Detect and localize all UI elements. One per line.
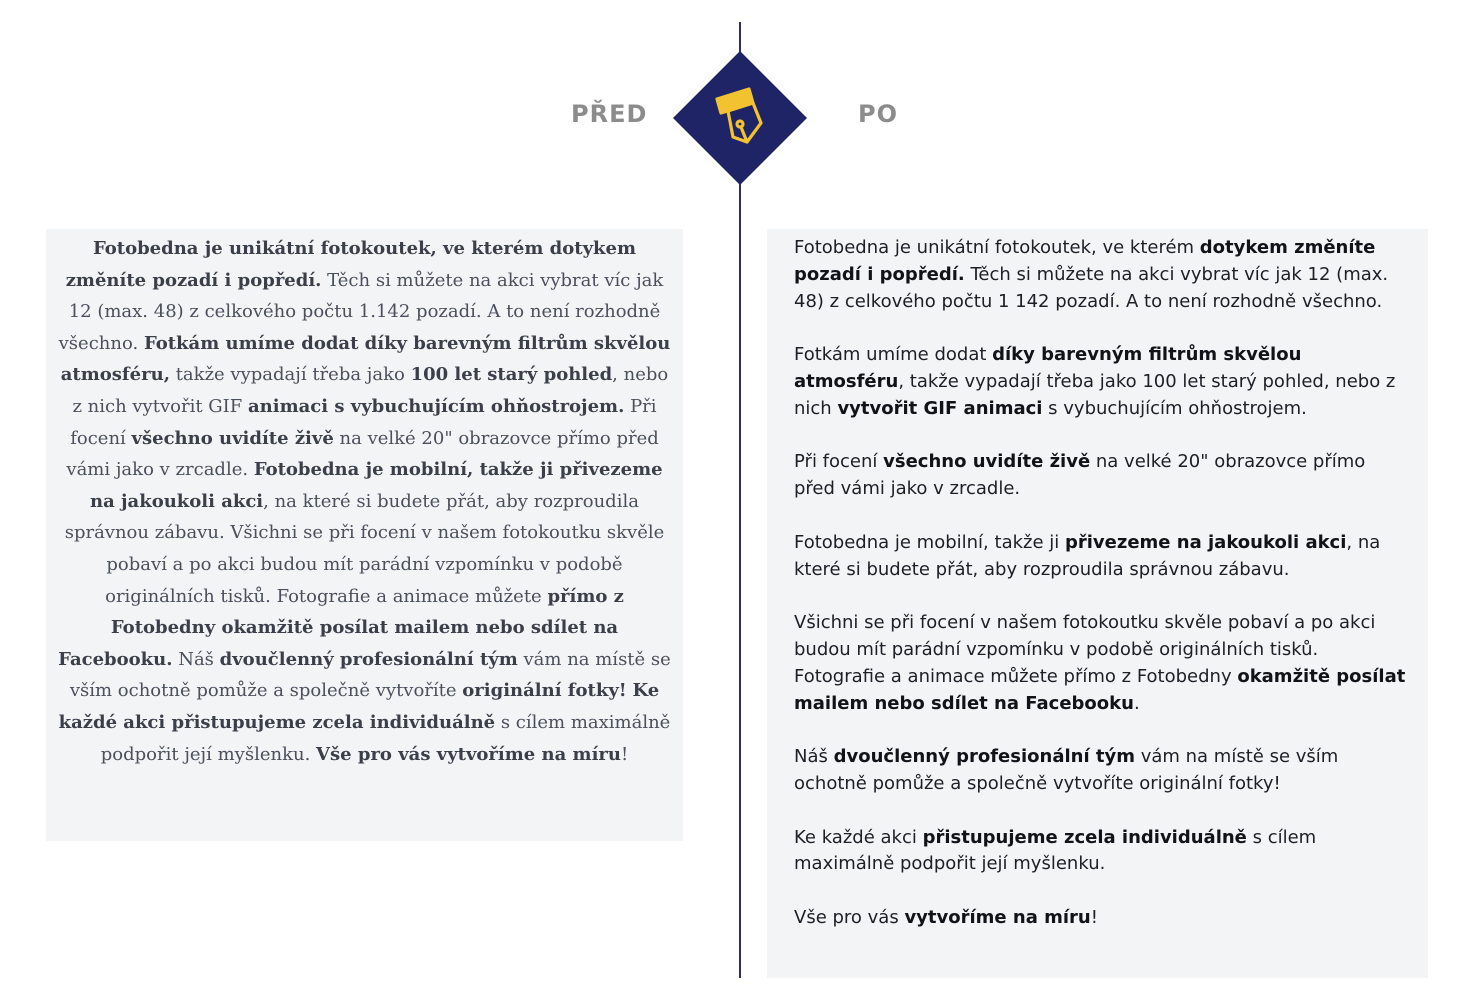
bold-text-segment: Fotkám umíme dodat díky barevným filtrům skvělou atmosféru, [60, 332, 671, 386]
after-paragraph [794, 235, 1408, 315]
diamond-badge [673, 51, 807, 185]
bold-text-segment: přistupujeme zcela individuálně [922, 826, 1247, 848]
bold-text-segment: dvoučlenný profesionální tým [833, 746, 1135, 768]
bold-text-segment: všechno uvidíte živě [883, 451, 1091, 473]
bold-text-segment: animaci s vybuchujícím ohňostrojem. [247, 395, 625, 417]
text-segment: Ke každé akci [794, 826, 923, 848]
bold-text-segment: vytvoříme na míru [904, 906, 1091, 928]
text-segment: Vše pro vás [794, 906, 905, 928]
after-paragraph [794, 610, 1408, 717]
text-segment: Při focení [794, 451, 884, 473]
text-segment: s cílem maximálně podpořit její myšlenku. [100, 711, 671, 765]
text-segment: Fotobedna je unikátní fotokoutek, ve kterém [794, 237, 1200, 258]
text-segment: , nebo z nich vytvořit GIF [72, 364, 669, 417]
text-segment: , takže vypadají třeba jako 100 let starý pohled, nebo z nich [794, 370, 1396, 419]
text-segment: s cílem maximálně podpořit její myšlenku. [794, 826, 1317, 875]
text-segment: ! [620, 743, 629, 765]
bold-text-segment: přivezeme na jakoukoli akci [1064, 531, 1347, 553]
before-text-panel [46, 229, 683, 841]
after-label: PO [858, 100, 898, 128]
bold-text-segment: přímo z Fotobedny okamžitě posílat mailem nebo sdílet na Facebooku. [58, 585, 624, 670]
after-paragraph [794, 342, 1408, 422]
text-segment: Při focení [70, 395, 657, 449]
after-paragraph [794, 449, 1408, 503]
text-segment: na velké 20" obrazovce přímo před vámi jako v zrcadle. [66, 427, 659, 481]
after-paragraph [794, 825, 1408, 879]
text-segment: Fotkám umíme dodat [794, 344, 993, 366]
bold-text-segment: dotykem změníte pozadí i popředí. [794, 237, 1376, 285]
after-paragraph [794, 905, 1408, 932]
after-text-panel [767, 229, 1428, 978]
bold-text-segment: díky barevným filtrům skvělou atmosféru [794, 344, 1302, 392]
after-paragraph [794, 530, 1408, 584]
text-segment: , na které si budete přát, aby rozproudila správnou zábavu. [794, 531, 1381, 580]
text-segment: vám na místě se vším ochotně pomůže a společně vytvoříte originální fotky! [794, 746, 1339, 794]
text-segment: s vybuchujícím ohňostrojem. [1042, 397, 1307, 419]
text-segment: na velké 20" obrazovce přímo před vámi jako v zrcadle. [794, 451, 1366, 500]
bold-text-segment: okamžitě posílat mailem nebo sdílet na Facebooku [794, 665, 1406, 714]
text-segment: Těch si můžete na akci vybrat víc jak 12 (max. 48) z celkového počtu 1.142 pozadí. A to není rozhodně všechno. [58, 269, 664, 354]
text-segment: Všichni se při focení v našem fotokoutku skvěle pobaví a po akci budou mít parádní vzpomínku v podobě originálních tisků. Fotografie a animace můžete přímo z Fotobedny [794, 612, 1376, 687]
text-segment: vám na místě se vším ochotně pomůže a společně vytvoříte [69, 648, 671, 702]
bold-text-segment: originální fotky! [462, 680, 627, 702]
bold-text-segment: Ke každé akci přistupujeme zcela individuálně [58, 680, 660, 733]
bold-text-segment: dvoučlenný profesionální tým [219, 648, 518, 670]
bold-text-segment: Vše pro vás vytvoříme na míru [316, 743, 621, 765]
text-segment: ! [1090, 906, 1098, 928]
text-segment: , na které si budete přát, aby rozproudila správnou zábavu. Všichni se při focení v našem fotokoutku skvěle pobaví a po akci budou mít parádní vzpomínku v podobě originálních tisků. Fotografie a animace můžete [64, 490, 665, 607]
text-segment: Fotobedna je mobilní, takže ji [794, 531, 1065, 553]
after-paragraph [794, 744, 1408, 798]
before-label: PŘED [571, 100, 648, 128]
fountain-pen-nib-icon [673, 51, 807, 185]
text-segment: . [1133, 692, 1140, 714]
text-segment: takže vypadají třeba jako [169, 364, 411, 386]
bold-text-segment: vytvořit GIF animaci [837, 397, 1043, 419]
bold-text-segment: Fotobedna je unikátní fotokoutek, ve kterém dotykem změníte pozadí i popředí. [65, 238, 637, 291]
bold-text-segment: všechno uvidíte živě [131, 427, 334, 449]
bold-text-segment: Fotobedna je mobilní, takže ji přivezeme na jakoukoli akci [90, 459, 663, 512]
text-segment: Náš [172, 648, 220, 670]
before-text [58, 233, 671, 770]
bold-text-segment: 100 let starý pohled [410, 364, 613, 386]
text-segment: Náš [794, 746, 834, 768]
text-segment: Těch si můžete na akci vybrat víc jak 12 (max. 48) z celkového počtu 1 142 pozadí. A to není rozhodně všechno. [794, 263, 1389, 312]
